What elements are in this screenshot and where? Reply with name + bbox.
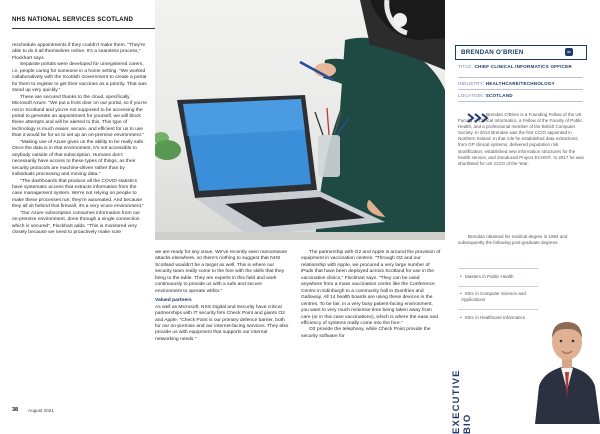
article-paragraph: reschedule appointments if they couldn't make them. "They're able to do it all themselves online. It's a seamless process," Flockhart says.	[12, 43, 146, 61]
bio-name-box	[455, 45, 587, 60]
bio-name: BRENDAN O'BRIEN	[461, 49, 524, 56]
qualification-item: • MSc in Healthcare Informatics	[458, 315, 538, 321]
bio-text	[458, 234, 584, 246]
article-paragraph: The partnership with O2 and Apple is around the provision of equipment in vaccination centres. "Through O2 and our relationship with Apple, we procured a very large number of iPads that have been deployed across Scotland for use in the vaccination clinics," Flockhart says. "They can be used anywhere from a mass vaccination centre like the Conference Centre in Edinburgh to a community hall in Dumfries and Galloway. All 14 health boards are using these devices in the centres. To be fair, in a very busy patient-facing environment, you want to very much minimise time being taken away from care (or in this case vaccinations), which is where the ease and efficiency of systems really come into the fore."	[301, 250, 441, 326]
executive-bio-sidebar	[451, 40, 600, 434]
list-divider	[458, 268, 538, 269]
article-paragraph: As well as Microsoft, NSS Digital and Security have critical partnerships with IT security firm Check Point and giants O2 and Apple. "Check Point is our primary defence barrier, both for our on-premise and our internet-facing services. They also provide us with equipment that supports our internal networking needs."	[155, 304, 289, 342]
article-photo-laptop	[155, 0, 445, 240]
bio-divider	[458, 101, 583, 102]
bio-location-label: LOCATION:	[458, 93, 485, 98]
article-column-left	[12, 43, 147, 237]
article-subheading: Valued partners	[155, 298, 192, 304]
article-paragraph: "Making use of Azure gives us the ability to be really safe. Once the data is in that environment, it's not accessible to anybody outside of that subscription. Humans don't necessarily have access to these types of things, as their security protocols are machine-driven rather than by individuals processing and moving data."	[12, 139, 145, 178]
header-rule	[12, 28, 155, 29]
bio-divider	[458, 77, 583, 78]
article-column-middle	[155, 250, 290, 343]
article-paragraph: These are secured thanks to the cloud, specifically Microsoft Azure. "We put a front door on our portal, so if you're not in Scotland and you're not supposed to be accessing the portal to generate an appointment for yourself, we will block these attempts and will be alerted to this. This type of technology is much easier, secure, and efficient for us to use than it would be for us to set up an on-premise environment."	[12, 94, 147, 139]
bio-industry-label: INDUSTRY:	[458, 81, 485, 86]
qualifications-list	[458, 268, 538, 327]
qualification-item: • MSc in Computer Science and Applications	[458, 291, 538, 303]
bio-location-value: SCOTLAND	[485, 93, 513, 98]
bio-title-field	[458, 64, 572, 69]
article-paragraph: we are ready for any issue. We've recently seen ransomware attacks elsewhere, so there's nothing to suggest that NHS Scotland wouldn't be a target as well. This is where our security team really come to the fore with the skills that they bring to the table. They are experts in this field and work continuously to provide us with a safe and secure environment to operate within."	[155, 250, 288, 294]
bio-location-field	[458, 93, 513, 98]
issue-date: August 2021	[28, 408, 54, 413]
portrait-photo	[535, 298, 600, 424]
bio-text	[458, 112, 584, 167]
article-paragraph: O2 provide the telephony, while Check Point provide the security software for	[301, 327, 431, 339]
qualification-item: • Masters in Public Health	[458, 274, 538, 280]
section-header: NHS NATIONAL SERVICES SCOTLAND	[12, 16, 134, 23]
bio-divider	[458, 89, 583, 90]
bio-industry-field	[458, 81, 555, 86]
bio-industry-value: HEALTHCARE/TECHNOLOGY	[485, 81, 555, 86]
page-number: 38	[12, 407, 19, 413]
article-column-right	[301, 250, 441, 340]
list-divider	[458, 309, 538, 310]
bio-paragraph: Brendan O'Brien is a Founding Fellow of the UK Faculty of Clinical Informatics, a Fellow of the Faculty of Public Health, and a professional member of the British Computer Society. In 2013 Brendan was the first CCIO appointed in Northern Ireland. In that role he established data extractions from GP clinical systems, delivered population risk stratification; established new information structures for the health service; and introduced Project ECHO®. In 2017 he was shortlisted for UK CCIO of the Year.	[458, 112, 584, 166]
list-divider	[458, 286, 538, 287]
bio-paragraph: Brendan obtained his medical degree in 1994 and subsequently the following post-graduate degrees:	[458, 234, 568, 246]
article-paragraph: "The dashboards that produce all the COVID statistics have systematic access that extracts information from the case management system. We're not relying on people to make these processes run; they're automated. And because they all sit behind that firewall, it's a very ecure environment."	[12, 178, 145, 210]
executive-bio-label: EXECUTIVE BIO	[451, 369, 473, 434]
bio-title-label: TITLE:	[458, 64, 473, 69]
linkedin-icon[interactable]: in	[565, 48, 573, 56]
bio-title-value: CHIEF CLINICAL INFORMATICS OFFICER	[474, 64, 572, 69]
article-paragraph: "Our Azure subscription consumes information from our on-premise environment, done through a single connection which is secured", Flockhart adds. "This is monitored very closely because we need to proactively make sure	[12, 210, 140, 236]
article-paragraph: Separate portals were developed for unregistered carers, i.e. people caring for someone in a home setting. "We worked collaboratively with the Scottish Government to create a portal for them to register to get their vaccines as a priority. That was stood up very quickly."	[12, 62, 147, 94]
